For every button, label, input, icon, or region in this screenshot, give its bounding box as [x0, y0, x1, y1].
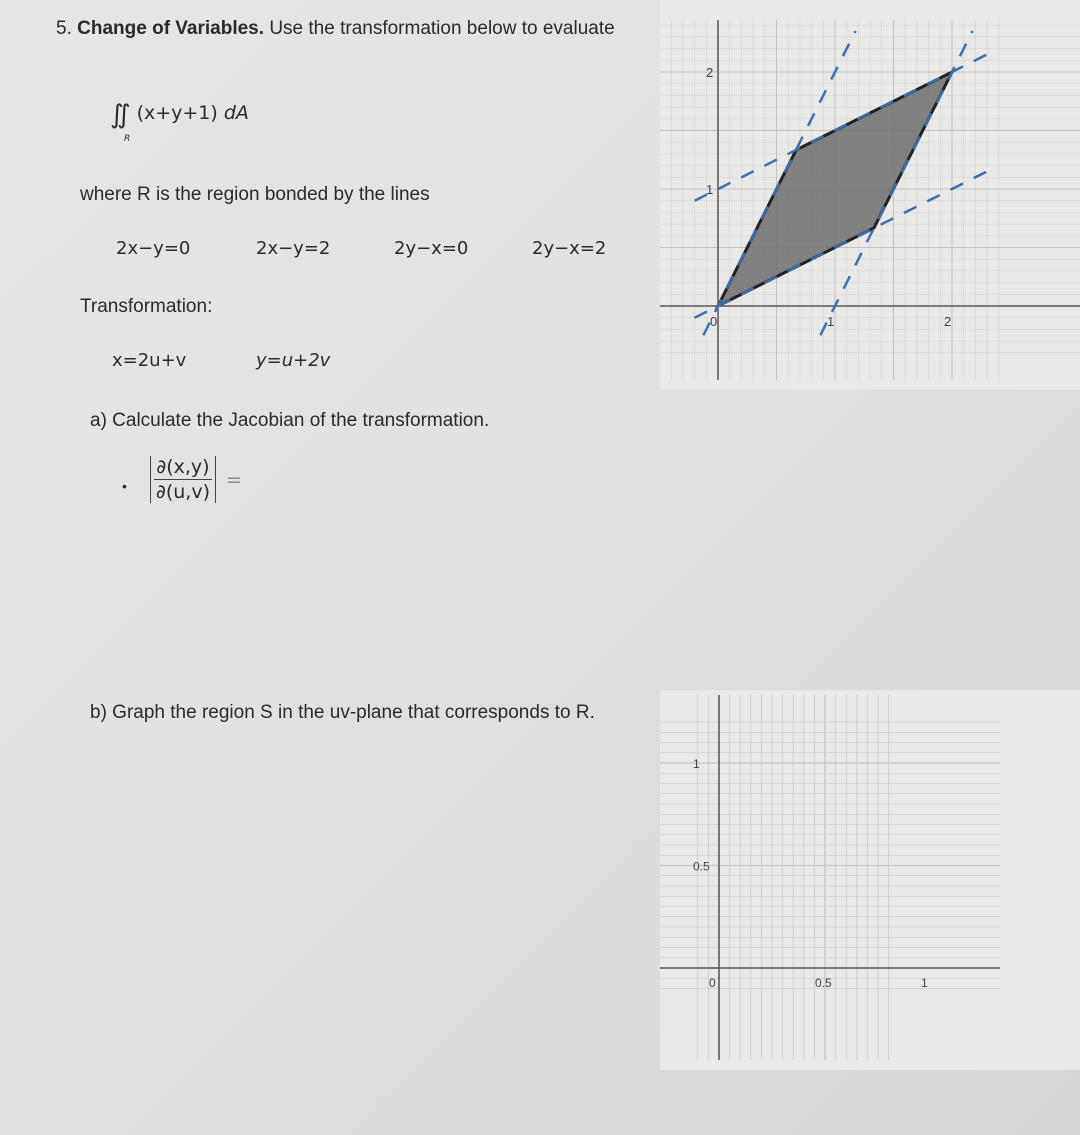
transformation-y: y=u+2v [256, 350, 331, 371]
line-equation-2: 2x−y=2 [256, 238, 331, 259]
y-tick-label: 2 [706, 65, 714, 80]
uv-plane-graph [660, 690, 1080, 1070]
jacobian-denominator: ∂(u,v) [156, 481, 210, 503]
v-tick-label: 1 [693, 757, 700, 771]
equals-sign: = [226, 468, 242, 491]
x-tick-label: 2 [944, 314, 952, 329]
transformation-x: x=2u+v [112, 350, 187, 371]
region-description: where R is the region bonded by the lines [80, 184, 430, 205]
jacobian-expression [150, 456, 242, 503]
integral-expression [110, 100, 249, 144]
u-tick-label: 0 [709, 976, 716, 990]
line-equation-4: 2y−x=2 [532, 238, 607, 259]
xy-plane-graph [660, 0, 1080, 390]
double-integral-symbol: ∬ [110, 100, 131, 130]
graph-background [660, 690, 1080, 1070]
x-tick-label: 1 [827, 314, 835, 329]
bullet-dot: • [122, 478, 127, 494]
u-tick-label: 1 [921, 976, 928, 990]
transformation-label: Transformation: [80, 296, 213, 317]
problem-heading: Change of Variables. [77, 18, 265, 39]
differential: dA [223, 102, 249, 124]
problem-intro: Use the transformation below to evaluate [269, 18, 615, 39]
x-tick-label: 0 [710, 314, 718, 329]
jacobian-fraction [150, 456, 216, 503]
integrand: (x+y+1) [136, 102, 218, 124]
region-subscript: R [124, 134, 131, 144]
y-tick-label: 1 [706, 182, 714, 197]
line-equation-1: 2x−y=0 [116, 238, 191, 259]
problem-title [56, 16, 616, 41]
u-tick-label: 0.5 [815, 976, 832, 990]
line-equation-3: 2y−x=0 [394, 238, 469, 259]
problem-number: 5. [56, 18, 72, 39]
part-b-question: b) Graph the region S in the uv-plane that corresponds to R. [90, 702, 595, 723]
jacobian-numerator: ∂(x,y) [154, 456, 212, 480]
v-tick-label: 0.5 [693, 859, 710, 874]
part-a-question: a) Calculate the Jacobian of the transformation. [90, 410, 490, 431]
